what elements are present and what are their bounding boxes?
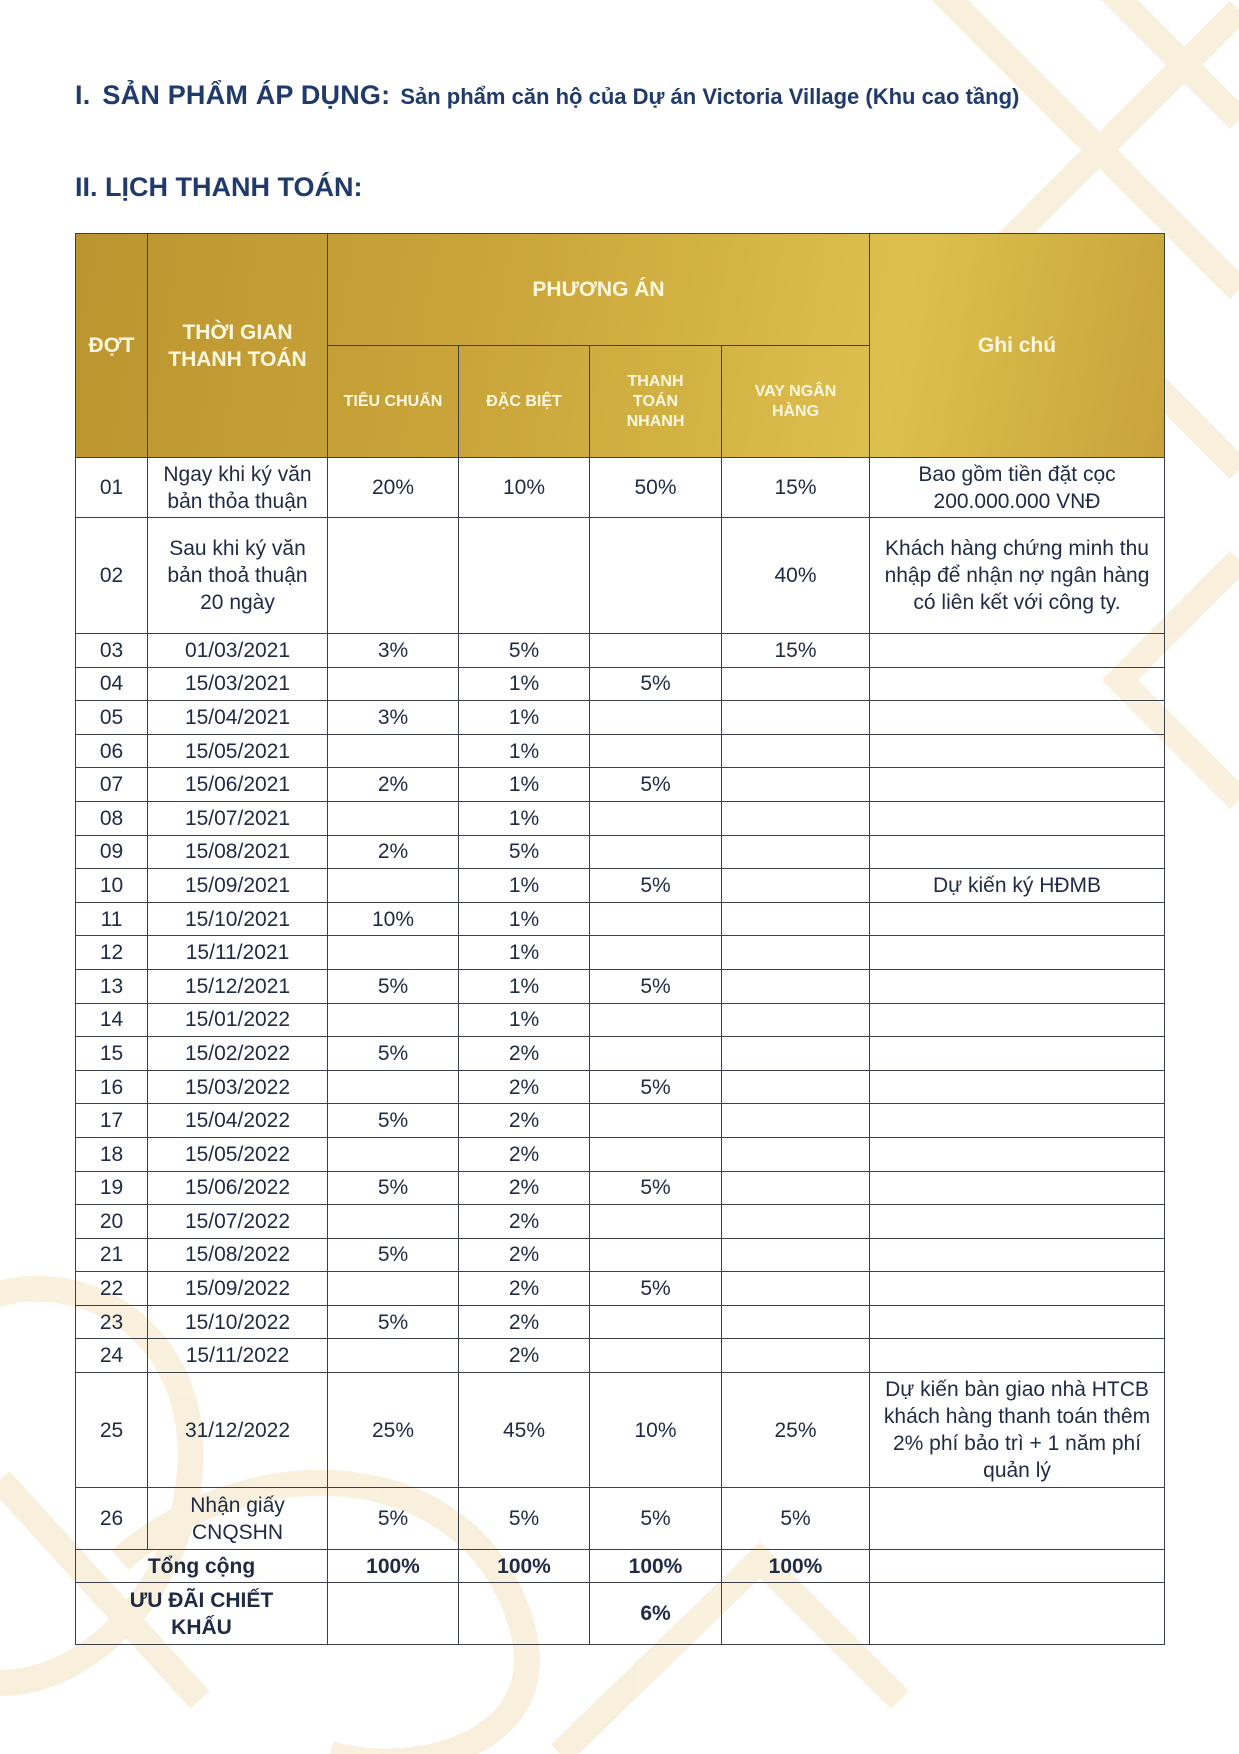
fast-cell: 5% xyxy=(590,667,722,701)
table-row xyxy=(76,768,1165,802)
note-cell xyxy=(870,1037,1165,1071)
table-row xyxy=(76,1037,1165,1071)
time-cell: 15/03/2022 xyxy=(148,1070,328,1104)
loan-cell xyxy=(722,835,870,869)
fast-cell xyxy=(590,1205,722,1239)
loan-cell xyxy=(722,1339,870,1373)
fast-cell: 5% xyxy=(590,1488,722,1550)
dot-cell: 01 xyxy=(76,458,148,518)
loan-cell xyxy=(722,1003,870,1037)
section-payment-schedule-title: II. LỊCH THANH TOÁN: xyxy=(75,172,363,202)
loan-cell xyxy=(722,768,870,802)
loan-cell: 15% xyxy=(722,634,870,668)
dot-cell: 13 xyxy=(76,969,148,1003)
discount-row xyxy=(76,1583,1165,1645)
time-cell: 15/05/2022 xyxy=(148,1137,328,1171)
standard-cell: 3% xyxy=(328,701,459,735)
loan-cell: 100% xyxy=(722,1550,870,1583)
time-cell: 15/06/2021 xyxy=(148,768,328,802)
table-row xyxy=(76,701,1165,735)
time-cell: 15/11/2021 xyxy=(148,936,328,970)
standard-cell: 10% xyxy=(328,902,459,936)
dot-cell: 09 xyxy=(76,835,148,869)
dot-cell: 14 xyxy=(76,1003,148,1037)
time-cell: 15/09/2021 xyxy=(148,869,328,903)
standard-cell: 2% xyxy=(328,835,459,869)
special-cell: 5% xyxy=(459,1488,590,1550)
time-cell: 15/06/2022 xyxy=(148,1171,328,1205)
header-plan-loan: VAY NGÂN HÀNG xyxy=(722,346,870,458)
table-row xyxy=(76,1171,1165,1205)
note-cell xyxy=(870,634,1165,668)
header-plan-group: PHƯƠNG ÁN xyxy=(328,234,870,346)
time-cell: Sau khi ký văn bản thoả thuận 20 ngày xyxy=(148,518,328,634)
dot-cell: 08 xyxy=(76,801,148,835)
standard-cell xyxy=(328,1339,459,1373)
fast-cell xyxy=(590,801,722,835)
special-cell: 1% xyxy=(459,701,590,735)
note-cell xyxy=(870,1339,1165,1373)
special-cell: 2% xyxy=(459,1305,590,1339)
loan-cell xyxy=(722,667,870,701)
fast-cell xyxy=(590,835,722,869)
section-label: SẢN PHẨM ÁP DỤNG: xyxy=(102,80,391,110)
standard-cell: 5% xyxy=(328,1488,459,1550)
header-time: THỜI GIAN THANH TOÁN xyxy=(148,234,328,458)
dot-cell: 22 xyxy=(76,1272,148,1306)
loan-cell xyxy=(722,1104,870,1138)
table-row xyxy=(76,902,1165,936)
fast-cell xyxy=(590,1339,722,1373)
discount-row-label: ƯU ĐÃI CHIẾT KHẤU xyxy=(76,1583,328,1645)
header-note: Ghi chú xyxy=(870,234,1165,458)
table-row xyxy=(76,1272,1165,1306)
table-row xyxy=(76,1305,1165,1339)
fast-cell xyxy=(590,1137,722,1171)
special-cell: 2% xyxy=(459,1238,590,1272)
special-cell: 5% xyxy=(459,835,590,869)
fast-cell: 5% xyxy=(590,869,722,903)
fast-cell xyxy=(590,634,722,668)
table-row xyxy=(76,1373,1165,1488)
table-row xyxy=(76,1070,1165,1104)
dot-cell: 04 xyxy=(76,667,148,701)
special-cell xyxy=(459,1583,590,1645)
fast-cell xyxy=(590,1305,722,1339)
dot-cell: 25 xyxy=(76,1373,148,1488)
fast-cell xyxy=(590,1037,722,1071)
standard-cell xyxy=(328,1070,459,1104)
loan-cell xyxy=(722,1137,870,1171)
special-cell: 1% xyxy=(459,869,590,903)
special-cell: 5% xyxy=(459,634,590,668)
fast-cell: 10% xyxy=(590,1373,722,1488)
dot-cell: 16 xyxy=(76,1070,148,1104)
dot-cell: 17 xyxy=(76,1104,148,1138)
standard-cell: 25% xyxy=(328,1373,459,1488)
standard-cell: 5% xyxy=(328,1037,459,1071)
table-row xyxy=(76,1104,1165,1138)
note-cell xyxy=(870,667,1165,701)
time-cell: 15/03/2021 xyxy=(148,667,328,701)
fast-cell: 100% xyxy=(590,1550,722,1583)
note-cell xyxy=(870,1238,1165,1272)
dot-cell: 02 xyxy=(76,518,148,634)
table-row xyxy=(76,458,1165,518)
time-cell: Ngay khi ký văn bản thỏa thuận xyxy=(148,458,328,518)
time-cell: 15/12/2021 xyxy=(148,969,328,1003)
dot-cell: 19 xyxy=(76,1171,148,1205)
special-cell: 1% xyxy=(459,969,590,1003)
fast-cell xyxy=(590,1003,722,1037)
table-row xyxy=(76,734,1165,768)
time-cell: 15/09/2022 xyxy=(148,1272,328,1306)
dot-cell: 18 xyxy=(76,1137,148,1171)
loan-cell xyxy=(722,1037,870,1071)
loan-cell xyxy=(722,1238,870,1272)
loan-cell xyxy=(722,969,870,1003)
special-cell: 2% xyxy=(459,1104,590,1138)
note-cell xyxy=(870,1272,1165,1306)
fast-cell xyxy=(590,1104,722,1138)
time-cell: 15/10/2021 xyxy=(148,902,328,936)
special-cell xyxy=(459,518,590,634)
special-cell: 1% xyxy=(459,667,590,701)
special-cell: 2% xyxy=(459,1205,590,1239)
table-row xyxy=(76,1238,1165,1272)
special-cell: 2% xyxy=(459,1272,590,1306)
loan-cell xyxy=(722,1272,870,1306)
note-cell xyxy=(870,902,1165,936)
fast-cell xyxy=(590,1238,722,1272)
loan-cell: 40% xyxy=(722,518,870,634)
header-plan-special: ĐẶC BIỆT xyxy=(459,346,590,458)
loan-cell: 5% xyxy=(722,1488,870,1550)
schedule-body xyxy=(76,458,1165,1645)
loan-cell: 15% xyxy=(722,458,870,518)
dot-cell: 23 xyxy=(76,1305,148,1339)
fast-cell: 5% xyxy=(590,768,722,802)
standard-cell: 100% xyxy=(328,1550,459,1583)
section-value: Sản phẩm căn hộ của Dự án Victoria Village (Khu cao tầng) xyxy=(400,84,1020,109)
loan-cell xyxy=(722,1171,870,1205)
special-cell: 2% xyxy=(459,1037,590,1071)
fast-cell: 5% xyxy=(590,1272,722,1306)
special-cell: 100% xyxy=(459,1550,590,1583)
special-cell: 1% xyxy=(459,936,590,970)
loan-cell xyxy=(722,734,870,768)
standard-cell xyxy=(328,1272,459,1306)
dot-cell: 10 xyxy=(76,869,148,903)
payment-schedule-table xyxy=(75,233,1165,1645)
note-cell: Dự kiến ký HĐMB xyxy=(870,869,1165,903)
note-cell xyxy=(870,801,1165,835)
time-cell: 15/08/2022 xyxy=(148,1238,328,1272)
table-row xyxy=(76,667,1165,701)
table-row xyxy=(76,835,1165,869)
note-cell xyxy=(870,734,1165,768)
dot-cell: 05 xyxy=(76,701,148,735)
note-cell xyxy=(870,1550,1165,1583)
special-cell: 1% xyxy=(459,902,590,936)
standard-cell: 3% xyxy=(328,634,459,668)
note-cell xyxy=(870,936,1165,970)
time-cell: 15/08/2021 xyxy=(148,835,328,869)
note-cell: Bao gồm tiền đặt cọc 200.000.000 VNĐ xyxy=(870,458,1165,518)
table-row xyxy=(76,1205,1165,1239)
dot-cell: 12 xyxy=(76,936,148,970)
dot-cell: 15 xyxy=(76,1037,148,1071)
standard-cell xyxy=(328,1583,459,1645)
header-plan-fast: THANH TOÁN NHANH xyxy=(590,346,722,458)
fast-cell xyxy=(590,518,722,634)
table-row xyxy=(76,1488,1165,1550)
dot-cell: 26 xyxy=(76,1488,148,1550)
special-cell: 1% xyxy=(459,801,590,835)
time-cell: 15/11/2022 xyxy=(148,1339,328,1373)
dot-cell: 06 xyxy=(76,734,148,768)
special-cell: 2% xyxy=(459,1339,590,1373)
header-plan-standard: TIÊU CHUẨN xyxy=(328,346,459,458)
section-applicable-product xyxy=(75,80,1019,111)
standard-cell xyxy=(328,734,459,768)
dot-cell: 11 xyxy=(76,902,148,936)
time-cell: 01/03/2021 xyxy=(148,634,328,668)
special-cell: 1% xyxy=(459,768,590,802)
table-row xyxy=(76,969,1165,1003)
fast-cell xyxy=(590,936,722,970)
fast-cell: 5% xyxy=(590,969,722,1003)
time-cell: 15/04/2022 xyxy=(148,1104,328,1138)
time-cell: 15/02/2022 xyxy=(148,1037,328,1071)
note-cell xyxy=(870,1070,1165,1104)
note-cell xyxy=(870,1488,1165,1550)
fast-cell: 6% xyxy=(590,1583,722,1645)
standard-cell xyxy=(328,1003,459,1037)
note-cell xyxy=(870,969,1165,1003)
time-cell: 15/10/2022 xyxy=(148,1305,328,1339)
section-number: I. xyxy=(75,80,91,110)
note-cell xyxy=(870,768,1165,802)
table-row xyxy=(76,1339,1165,1373)
loan-cell xyxy=(722,801,870,835)
standard-cell xyxy=(328,1137,459,1171)
fast-cell xyxy=(590,902,722,936)
standard-cell: 2% xyxy=(328,768,459,802)
table-row xyxy=(76,869,1165,903)
note-cell xyxy=(870,1104,1165,1138)
standard-cell: 5% xyxy=(328,969,459,1003)
standard-cell xyxy=(328,667,459,701)
standard-cell: 5% xyxy=(328,1104,459,1138)
standard-cell xyxy=(328,801,459,835)
fast-cell: 5% xyxy=(590,1070,722,1104)
standard-cell: 5% xyxy=(328,1305,459,1339)
loan-cell xyxy=(722,1070,870,1104)
loan-cell xyxy=(722,1205,870,1239)
standard-cell xyxy=(328,869,459,903)
total-row xyxy=(76,1550,1165,1583)
table-row xyxy=(76,518,1165,634)
header-dot: ĐỢT xyxy=(76,234,148,458)
loan-cell xyxy=(722,701,870,735)
loan-cell xyxy=(722,902,870,936)
loan-cell xyxy=(722,1305,870,1339)
note-cell xyxy=(870,701,1165,735)
time-cell: 15/07/2021 xyxy=(148,801,328,835)
fast-cell: 50% xyxy=(590,458,722,518)
dot-cell: 24 xyxy=(76,1339,148,1373)
standard-cell: 5% xyxy=(328,1171,459,1205)
standard-cell xyxy=(328,518,459,634)
standard-cell xyxy=(328,936,459,970)
loan-cell xyxy=(722,936,870,970)
standard-cell xyxy=(328,1205,459,1239)
dot-cell: 03 xyxy=(76,634,148,668)
note-cell xyxy=(870,835,1165,869)
standard-cell: 5% xyxy=(328,1238,459,1272)
fast-cell xyxy=(590,701,722,735)
loan-cell xyxy=(722,1583,870,1645)
table-row xyxy=(76,1003,1165,1037)
note-cell xyxy=(870,1205,1165,1239)
loan-cell: 25% xyxy=(722,1373,870,1488)
note-cell xyxy=(870,1305,1165,1339)
time-cell: 15/05/2021 xyxy=(148,734,328,768)
fast-cell xyxy=(590,734,722,768)
time-cell: 31/12/2022 xyxy=(148,1373,328,1488)
loan-cell xyxy=(722,869,870,903)
dot-cell: 20 xyxy=(76,1205,148,1239)
special-cell: 45% xyxy=(459,1373,590,1488)
note-cell xyxy=(870,1171,1165,1205)
special-cell: 2% xyxy=(459,1171,590,1205)
time-cell: 15/07/2022 xyxy=(148,1205,328,1239)
note-cell: Khách hàng chứng minh thu nhập để nhận nợ ngân hàng có liên kết với công ty. xyxy=(870,518,1165,634)
time-cell: 15/04/2021 xyxy=(148,701,328,735)
special-cell: 2% xyxy=(459,1070,590,1104)
table-row xyxy=(76,801,1165,835)
note-cell xyxy=(870,1003,1165,1037)
special-cell: 1% xyxy=(459,734,590,768)
special-cell: 1% xyxy=(459,1003,590,1037)
fast-cell: 5% xyxy=(590,1171,722,1205)
table-row xyxy=(76,1137,1165,1171)
note-cell: Dự kiến bàn giao nhà HTCB khách hàng thanh toán thêm 2% phí bảo trì + 1 năm phí quản lý xyxy=(870,1373,1165,1488)
dot-cell: 07 xyxy=(76,768,148,802)
special-cell: 10% xyxy=(459,458,590,518)
note-cell xyxy=(870,1137,1165,1171)
table-row xyxy=(76,634,1165,668)
standard-cell: 20% xyxy=(328,458,459,518)
time-cell: 15/01/2022 xyxy=(148,1003,328,1037)
time-cell: Nhận giấy CNQSHN xyxy=(148,1488,328,1550)
special-cell: 2% xyxy=(459,1137,590,1171)
total-row-label: Tổng cộng xyxy=(76,1550,328,1583)
table-row xyxy=(76,936,1165,970)
note-cell xyxy=(870,1583,1165,1645)
dot-cell: 21 xyxy=(76,1238,148,1272)
